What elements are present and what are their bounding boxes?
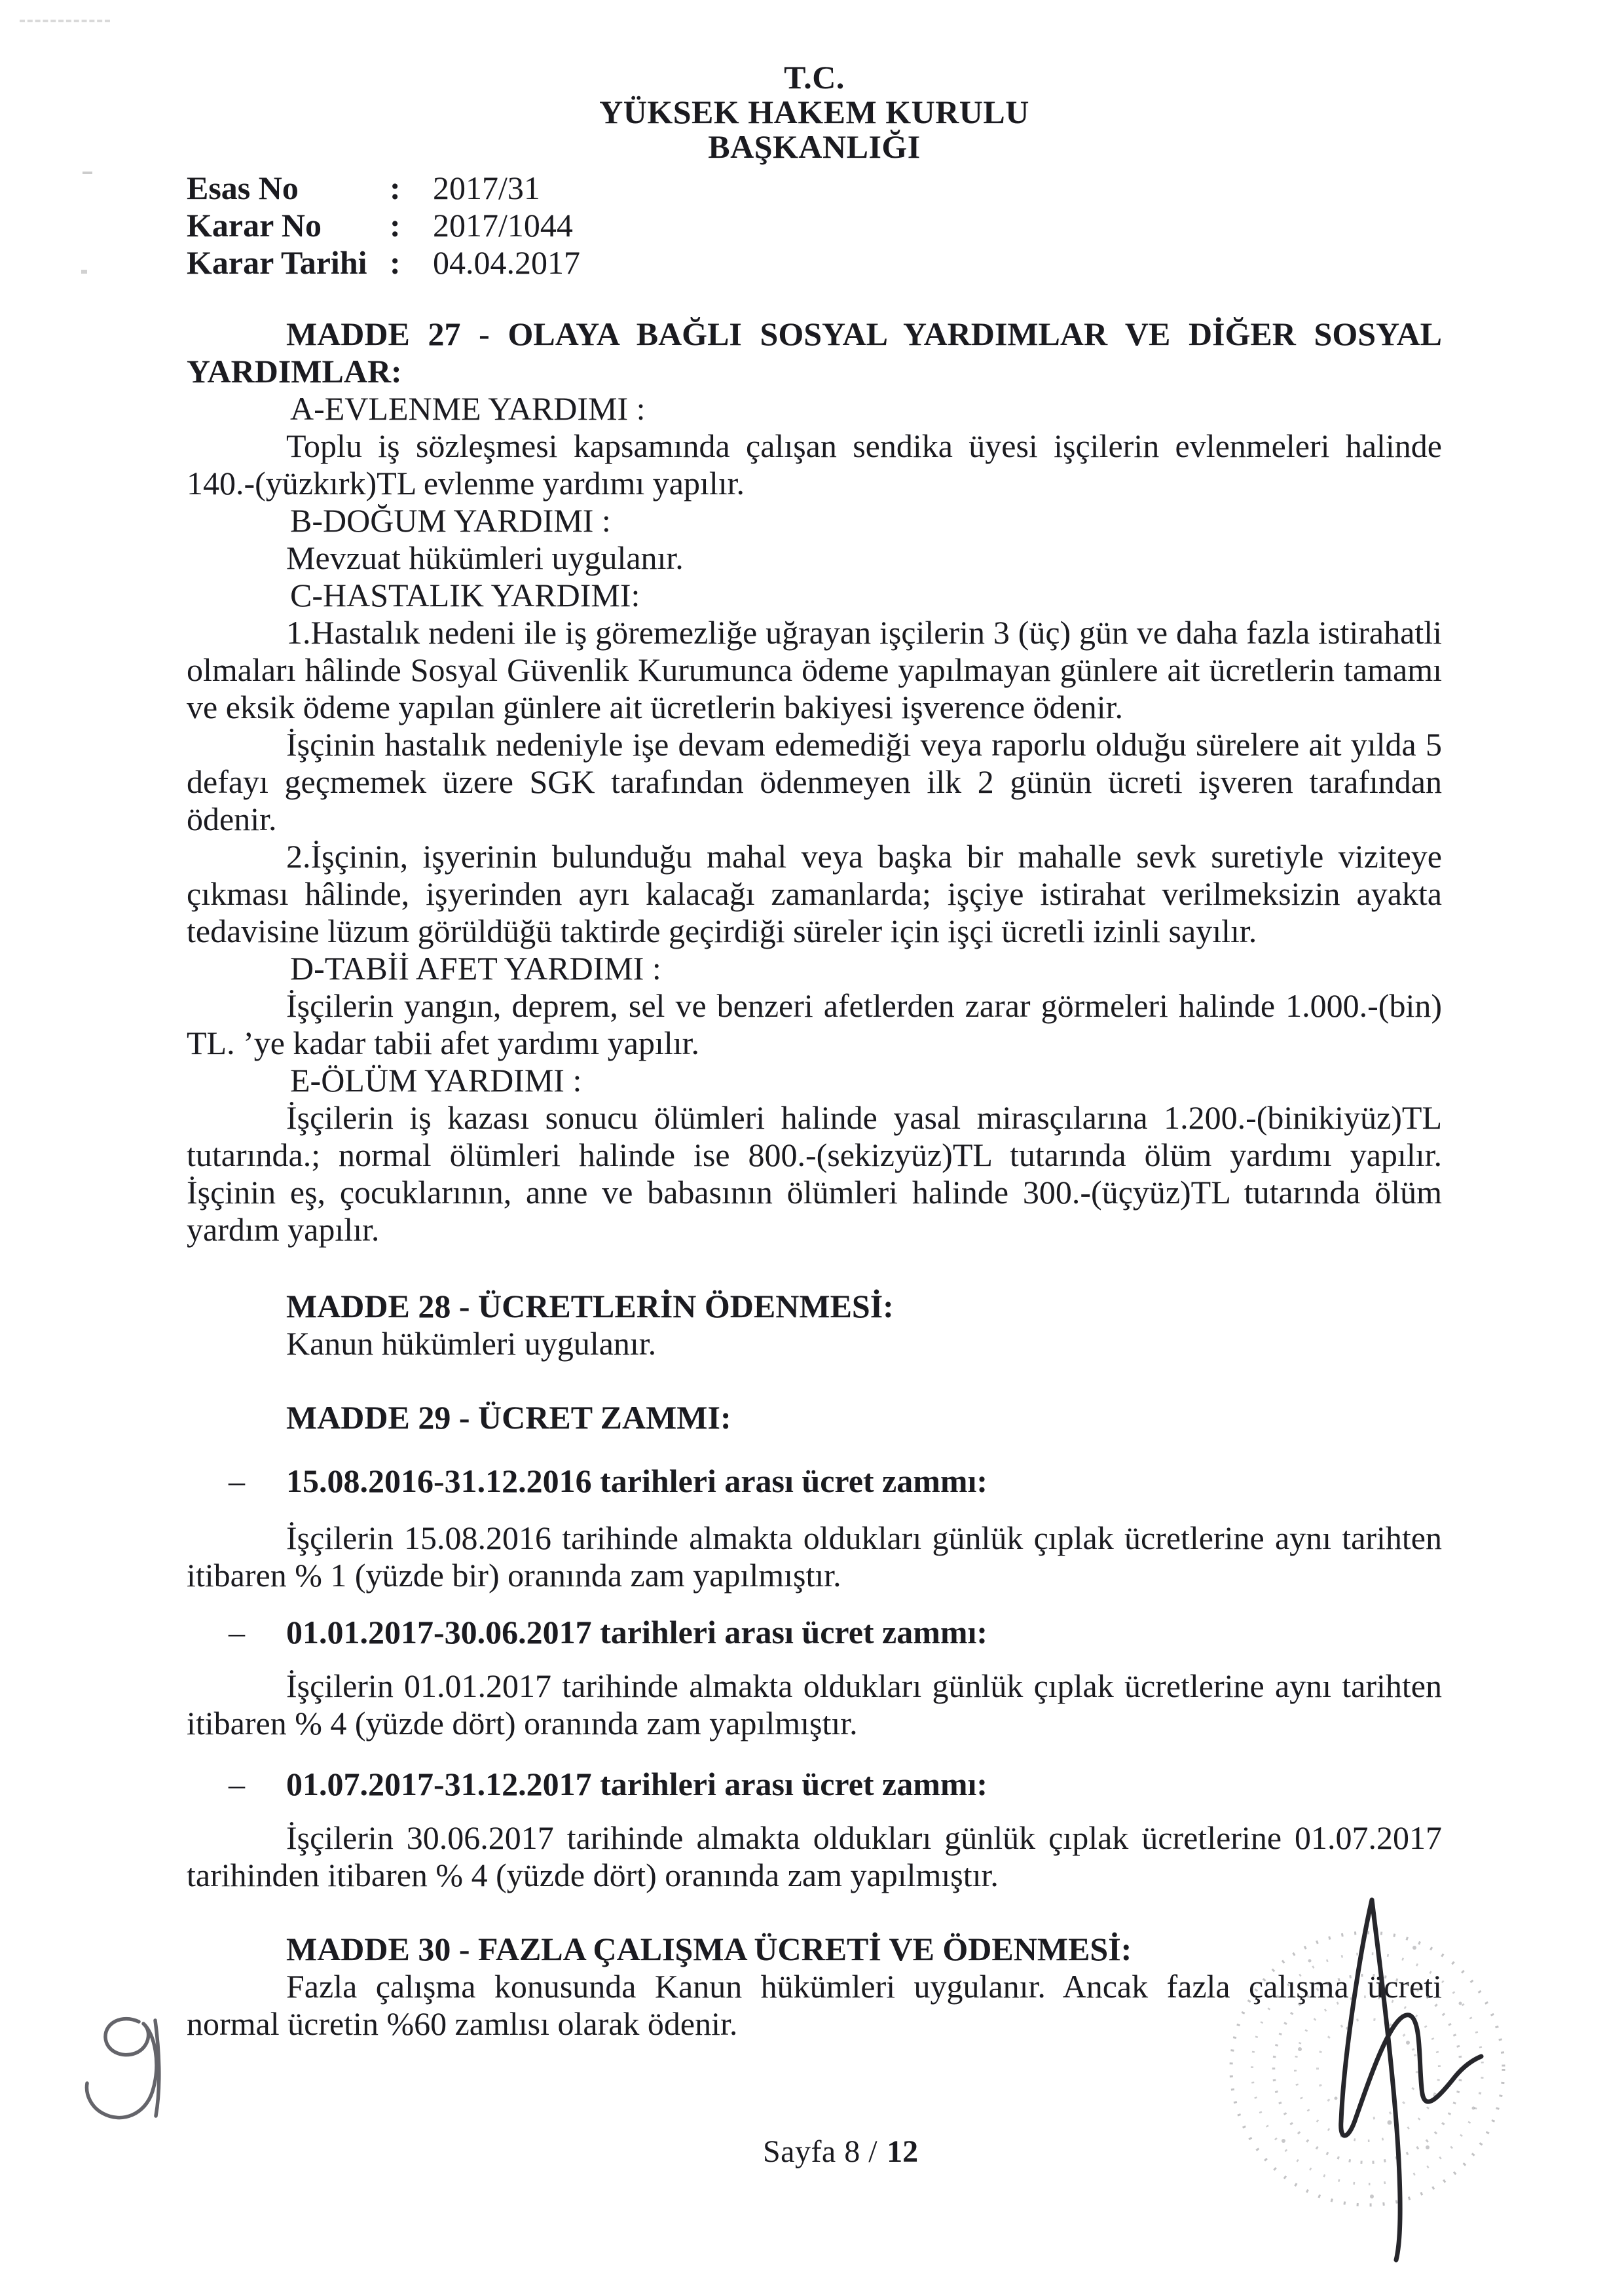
paragraph-sickness-2: 2.İşçinin, işyerinin bulunduğu mahal veya başka bir mahalle sevk suretiyle viziteye çıkması hâlinde, işyerinden ayrı kalacağı zamanlarda; işçiye istirahat verilmeksizin ayakta tedavisine lüzum görüldüğü taktirde geçirdiği süreler için işçi ücretli izinli sayılır. xyxy=(187,838,1442,949)
case-info-row xyxy=(187,207,1442,244)
case-colon: : xyxy=(390,244,401,281)
wage-raise-period-3-heading: – 01.07.2017-31.12.2017 tarihleri arası ücret zammı: xyxy=(229,1766,988,1802)
section-d-heading: D-TABİİ AFET YARDIMI : xyxy=(290,950,661,987)
case-colon: : xyxy=(390,170,401,206)
letterhead-institution: YÜKSEK HAKEM KURULU xyxy=(599,94,1029,130)
page-number: Sayfa 8 / 12 xyxy=(762,2134,919,2169)
article-29-title: MADDE 29 - ÜCRET ZAMMI: xyxy=(286,1399,731,1436)
section-e-heading: E-ÖLÜM YARDIMI : xyxy=(290,1062,582,1099)
dash-bullet: – xyxy=(229,1766,245,1802)
paragraph-marriage-benefit: Toplu iş sözleşmesi kapsamında çalışan sendika üyesi işçilerin evlenmeleri halinde 140.-(yüzkırk)TL evlenme yardımı yapılır. xyxy=(187,428,1442,501)
letterhead-office: BAŞKANLIĞI xyxy=(708,128,921,165)
case-info-row xyxy=(187,244,1442,282)
dash-bullet: – xyxy=(229,1614,245,1650)
document-content xyxy=(187,60,1442,2043)
article-28-title: MADDE 28 - ÜCRETLERİN ÖDENMESİ: xyxy=(286,1288,894,1324)
scan-artifact-mark xyxy=(81,270,87,274)
paragraph-disaster-benefit: İşçilerin yangın, deprem, sel ve benzeri afetlerden zarar görmeleri halinde 1.000.-(bin) TL. ’ye kadar tabii afet yardımı yapılır. xyxy=(187,987,1442,1061)
paragraph-raise-period-1: İşçilerin 15.08.2016 tarihinde almakta oldukları günlük çıplak ücretlerine aynı tarihten itibaren % 1 (yüzde bir) oranında zam yapılmıştır. xyxy=(187,1520,1442,1594)
paragraph-death-benefit: İşçilerin iş kazası sonucu ölümleri halinde yasal mirasçılarına 1.200.-(binikiyüz)TL tutarında.; normal ölümleri halinde ise 800.-(sekizyüz)TL tutarında ölüm yardımı yapılır. İşçinin eş, çocuklarının, anne ve babasının ölümleri halinde 300.-(üçyüz)TL tutarında ölüm yardım yapılır. xyxy=(187,1099,1442,1248)
paragraph-article-28: Kanun hükümleri uygulanır. xyxy=(286,1325,657,1362)
paragraph-overtime: Fazla çalışma konusunda Kanun hükümleri uygulanır. Ancak fazla çalışma ücreti normal ücretin %60 zamlısı olarak ödenir. xyxy=(187,1968,1442,2042)
paraph-initials xyxy=(86,2019,158,2118)
scan-artifact-mark xyxy=(83,172,92,174)
letterhead xyxy=(187,60,1442,164)
section-c-heading: C-HASTALIK YARDIMI: xyxy=(290,577,640,613)
paragraph-birth-benefit: Mevzuat hükümleri uygulanır. xyxy=(286,539,684,576)
dash-bullet: – xyxy=(229,1463,245,1499)
case-colon: : xyxy=(390,207,401,244)
case-label: Karar No xyxy=(187,207,322,244)
case-value: 2017/31 xyxy=(433,170,540,206)
wage-raise-period-2-heading: – 01.01.2017-30.06.2017 tarihleri arası ücret zammı: xyxy=(229,1614,988,1650)
case-value: 2017/1044 xyxy=(433,207,573,244)
letterhead-republic: T.C. xyxy=(784,59,845,96)
section-b-heading: B-DOĞUM YARDIMI : xyxy=(290,502,611,539)
paragraph-raise-period-3: İşçilerin 30.06.2017 tarihinde almakta oldukları günlük çıplak ücretlerine 01.07.2017 tarihinden itibaren % 4 (yüzde dört) oranında zam yapılmıştır. xyxy=(187,1819,1442,1893)
paragraph-raise-period-2: İşçilerin 01.01.2017 tarihinde almakta oldukları günlük çıplak ücretlerine aynı tarihten itibaren % 4 (yüzde dört) oranında zam yapılmıştır. xyxy=(187,1667,1442,1741)
case-info xyxy=(187,170,1442,282)
wage-raise-period-1-heading: – 15.08.2016-31.12.2016 tarihleri arası ücret zammı: xyxy=(229,1463,988,1499)
paragraph-sickness-sgk: İşçinin hastalık nedeniyle işe devam edemediği veya raporlu olduğu sürelere ait yılda 5 defayı geçmemek üzere SGK tarafından ödenmeyen ilk 2 günün ücreti işveren tarafından ödenir. xyxy=(187,726,1442,837)
article-30-title: MADDE 30 - FAZLA ÇALIŞMA ÜCRETİ VE ÖDENMESİ: xyxy=(286,1931,1132,1967)
article-27-title: MADDE 27 - OLAYA BAĞLI SOSYAL YARDIMLAR VE DİĞER SOSYAL YARDIMLAR: xyxy=(187,316,1442,390)
case-value: 04.04.2017 xyxy=(433,244,580,281)
case-info-row xyxy=(187,170,1442,207)
paragraph-sickness-1: 1.Hastalık nedeni ile iş göremezliğe uğrayan işçilerin 3 (üç) gün ve daha fazla istirahatli olmaları hâlinde Sosyal Güvenlik Kurumunca ödeme yapılmayan günlere ait ücretlerin tamamı ve eksik ödeme yapılan günlere ait ücretlerin bakiyesi işverence ödenir. xyxy=(187,614,1442,725)
section-a-heading: A-EVLENME YARDIMI : xyxy=(290,390,646,427)
case-label: Esas No xyxy=(187,170,299,206)
case-label: Karar Tarihi xyxy=(187,244,367,281)
scan-artifact-dashed-line xyxy=(20,20,110,22)
